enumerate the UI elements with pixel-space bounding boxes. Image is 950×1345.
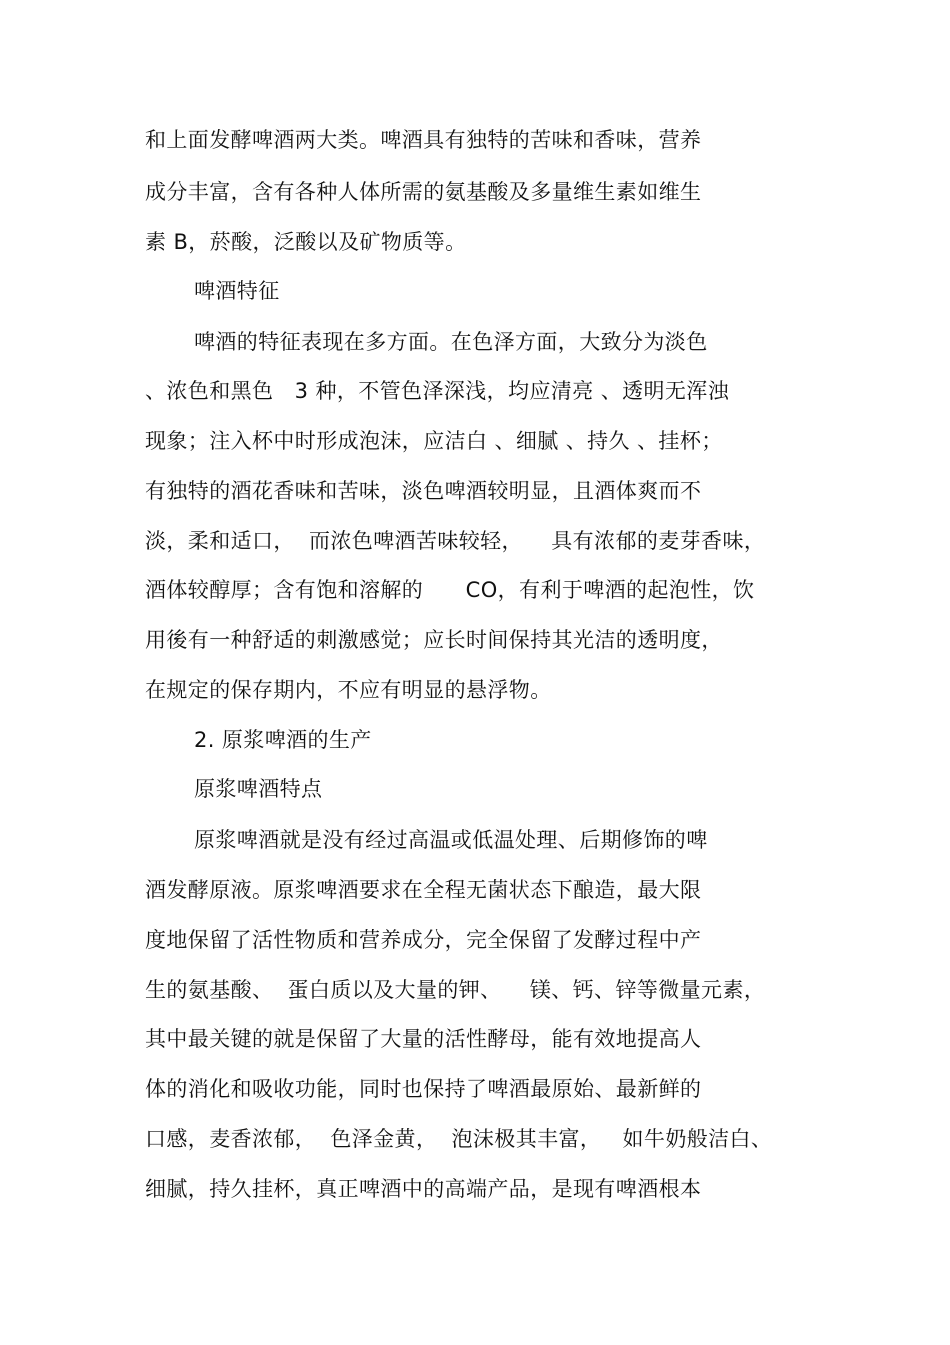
text-line: 成分丰富，含有各种人体所需的氨基酸及多量维生素如维生: [145, 180, 702, 204]
text-line: 素 B，菸酸，泛酸以及矿物质等。: [145, 230, 467, 254]
section-heading: 啤酒特征: [194, 279, 280, 303]
text-line: 、浓色和黑色 3 种，不管色泽深浅，均应清亮 、透明无浑浊: [145, 379, 730, 403]
subsection-heading: 原浆啤酒特点: [194, 777, 323, 801]
text-line: 和上面发酵啤酒两大类。啤酒具有独特的苦味和香味，营养: [145, 128, 702, 152]
text-line: 口感，麦香浓郁， 色泽金黄， 泡沫极其丰富， 如牛奶般洁白、: [145, 1127, 773, 1151]
text-line: 生的氨基酸、 蛋白质以及大量的钾、 镁、钙、锌等微量元素，: [145, 978, 766, 1002]
text-line: 细腻，持久挂杯，真正啤酒中的高端产品，是现有啤酒根本: [145, 1177, 702, 1201]
text-line: 酒体较醇厚；含有饱和溶解的 CO，有利于啤酒的起泡性，饮: [145, 578, 755, 602]
section-heading: 2. 原浆啤酒的生产: [194, 728, 372, 752]
text-line: 其中最关键的就是保留了大量的活性酵母，能有效地提高人: [145, 1027, 702, 1051]
text-line: 啤酒的特征表现在多方面。在色泽方面，大致分为淡色: [194, 330, 708, 354]
text-line: 在规定的保存期内，不应有明显的悬浮物。: [145, 678, 552, 702]
text-line: 体的消化和吸收功能，同时也保持了啤酒最原始、最新鲜的: [145, 1077, 702, 1101]
text-line: 淡，柔和适口， 而浓色啤酒苦味较轻， 具有浓郁的麦芽香味，: [145, 529, 766, 553]
text-line: 有独特的酒花香味和苦味，淡色啤酒较明显，且酒体爽而不: [145, 479, 702, 503]
text-line: 用後有一种舒适的刺激感觉；应长时间保持其光洁的透明度，: [145, 628, 723, 652]
text-line: 现象；注入杯中时形成泡沫，应洁白 、细腻 、持久 、挂杯；: [145, 429, 723, 453]
text-line: 原浆啤酒就是没有经过高温或低温处理、后期修饰的啤: [194, 828, 708, 852]
text-line: 度地保留了活性物质和营养成分，完全保留了发酵过程中产: [145, 928, 702, 952]
text-line: 酒发酵原液。原浆啤酒要求在全程无菌状态下酿造，最大限: [145, 878, 702, 902]
